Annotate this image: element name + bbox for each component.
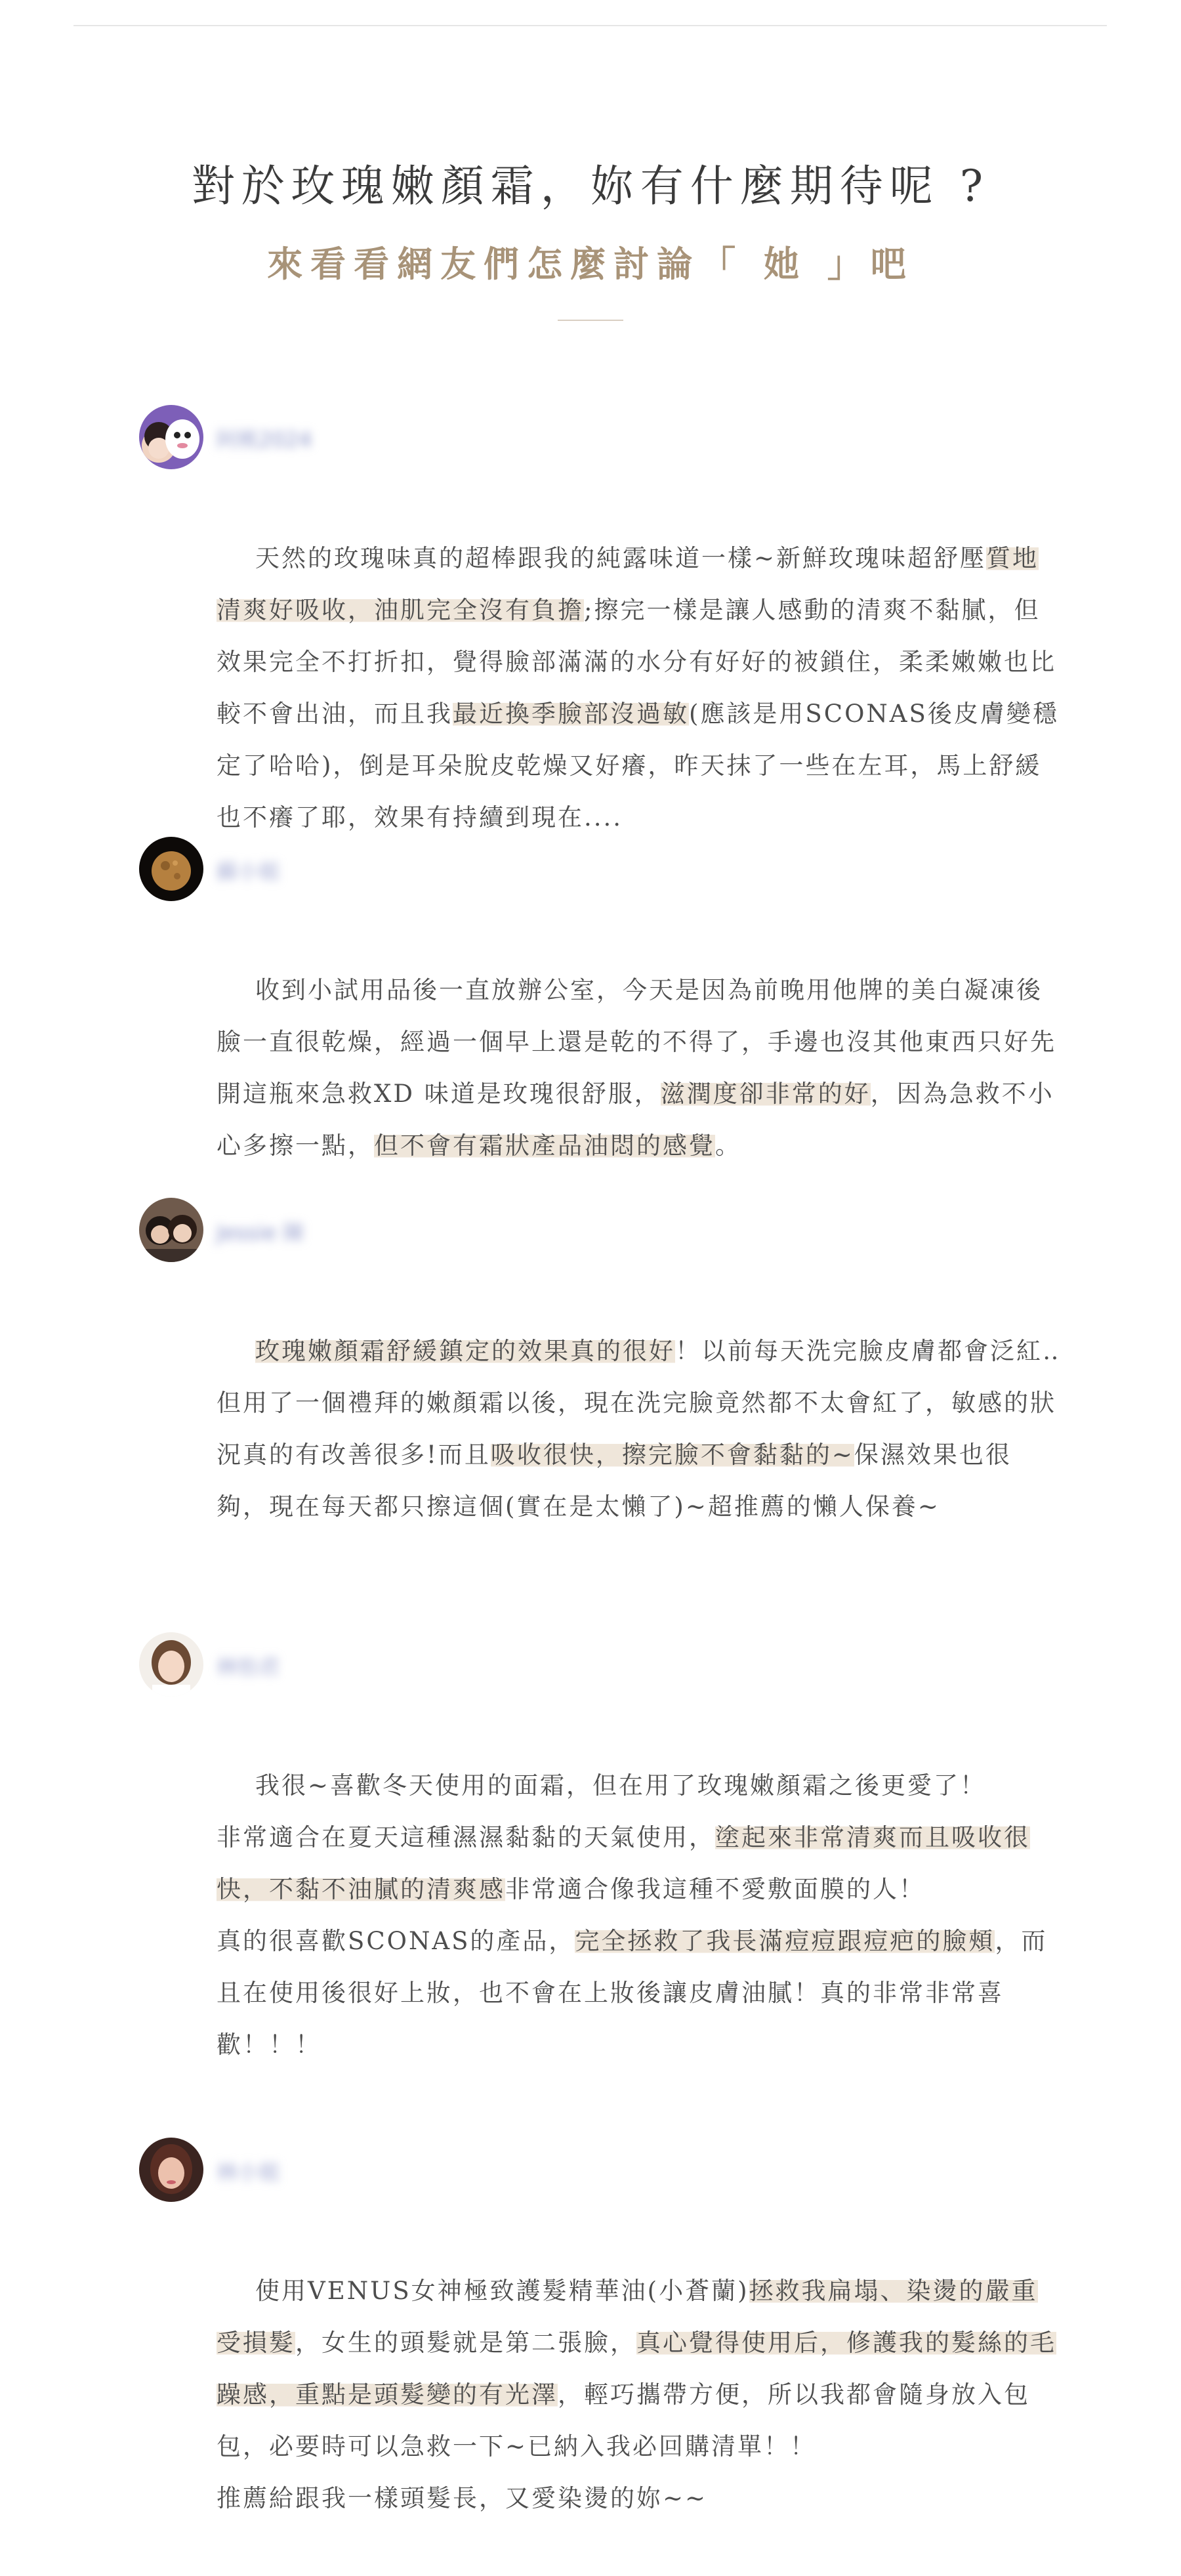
review-text <box>217 1708 1063 2122</box>
review-text-segment: ，而且在使用後很好上妝，也不會在上妝後讓皮膚油膩！真的非常非常喜歡！！！ <box>217 1927 1048 2059</box>
username: Jessie 陳 <box>217 1220 304 1245</box>
highlighted-text: 吸收很快，擦完臉不會黏黏的~ <box>490 1441 854 1469</box>
username: 阿桃2024 <box>217 427 312 452</box>
section-title: 對於玫瑰嫩顏霜，妳有什麼期待呢 ? <box>191 161 990 211</box>
highlighted-text: 最近換季臉部沒過敏 <box>453 700 689 728</box>
highlighted-text: 拯救我扁塌、染燙的嚴重受損髮 <box>217 2277 1038 2357</box>
highlighted-text: 但不會有霜狀產品油悶的感覺 <box>374 1131 715 1160</box>
section-subtitle: 來看看網友們怎麼討論「 她 」吧 <box>267 243 914 285</box>
highlighted-text: 質地清爽好吸收，油肌完全沒有負擔 <box>217 544 1039 624</box>
review-text-segment: 收到小試用品後一直放辦公室，今天是因為前晚用他牌的美白凝凍後臉一直很乾燥，經過一個早上還是乾的不得了，手邊也沒其他東西只好先開這瓶來急救XD 味道是玫瑰很舒服， <box>217 976 1056 1108</box>
review-text-segment: 我很~喜歡冬天使用的面霜，但在用了玫瑰嫩顏霜之後更愛了！ 非常適合在夏天這種濕濕黏黏的天氣使用， <box>217 1771 987 1851</box>
review-text <box>217 2213 1063 2576</box>
review-text-segment: ！以前每天洗完臉皮膚都會泛紅‥但用了一個禮拜的嫩顏霜以後，現在洗完臉竟然都不太會紅了，敏感的狀況真的有改善很多!而且 <box>217 1337 1061 1469</box>
username: 林小姐 <box>217 2160 280 2185</box>
two-people-photo-avatar <box>139 1198 203 1262</box>
review-text <box>217 480 1063 895</box>
highlighted-text: 真心覺得使用后，修護我的髮絲的毛躁感，重點是頭髮變的有光澤 <box>217 2329 1056 2409</box>
moon-photo-avatar <box>139 837 203 901</box>
review-text-segment: 保濕效果也很夠，現在每天都只擦這個(實在是太懶了)~超推薦的懶人保養~ <box>217 1441 1012 1521</box>
review-text-segment: ，女生的頭髮就是第二張臉， <box>295 2329 636 2357</box>
cartoon-mascot-avatar <box>139 405 203 469</box>
review-text-segment: ，因為急救不小心多擦一點， <box>217 1080 1054 1160</box>
top-divider <box>73 25 1107 26</box>
username: 林怡君 <box>217 1655 280 1679</box>
review-text-segment: 。 <box>715 1131 741 1160</box>
username: 蘇小姐 <box>217 859 280 884</box>
review-text-segment: 天然的玫瑰味真的超棒跟我的純露味道一樣~新鮮玫瑰味超舒壓 <box>255 544 987 572</box>
review-text <box>217 912 1063 1223</box>
highlighted-text: 滋潤度卻非常的好 <box>660 1080 871 1108</box>
review-text-segment: (應該是用SCONAS後皮膚變穩定了哈哈)，倒是耳朵脫皮乾燥又好癢，昨天抹了一些在左耳，馬上舒緩也不癢了耶，效果有持續到現在.... <box>217 700 1059 832</box>
review-text-segment: ;擦完一樣是讓人感動的清爽不黏膩，但效果完全不打折扣，覺得臉部滿滿的水分有好好的被鎖住，柔柔嫩嫩也比較不會出油，而且我 <box>217 596 1056 728</box>
subtitle-divider <box>558 320 623 321</box>
review-text-segment: 使用VENUS女神極致護髮精華油(小蒼蘭) <box>255 2277 749 2305</box>
girl-photo-avatar <box>139 1632 203 1697</box>
highlighted-text: 塗起來非常清爽而且吸收很快，不黏不油膩的清爽感 <box>217 1823 1030 1903</box>
review-text-segment: 非常適合像我這種不愛敷面膜的人！ 真的很喜歡SCONAS的產品， <box>217 1875 925 1955</box>
highlighted-text: 完全拯救了我長滿痘痘跟痘疤的臉頰 <box>575 1927 995 1955</box>
review-text <box>217 1273 1063 1584</box>
woman-portrait-avatar <box>139 2138 203 2202</box>
review-text-segment: ，輕巧攜帶方便，所以我都會隨身放入包包，必要時可以急救一下~已納入我必回購清單！！ 推薦給跟我一樣頭髮長，又愛染燙的妳~~ <box>217 2380 1030 2512</box>
highlighted-text: 玫瑰嫩顏霜舒緩鎮定的效果真的很好 <box>255 1337 676 1365</box>
